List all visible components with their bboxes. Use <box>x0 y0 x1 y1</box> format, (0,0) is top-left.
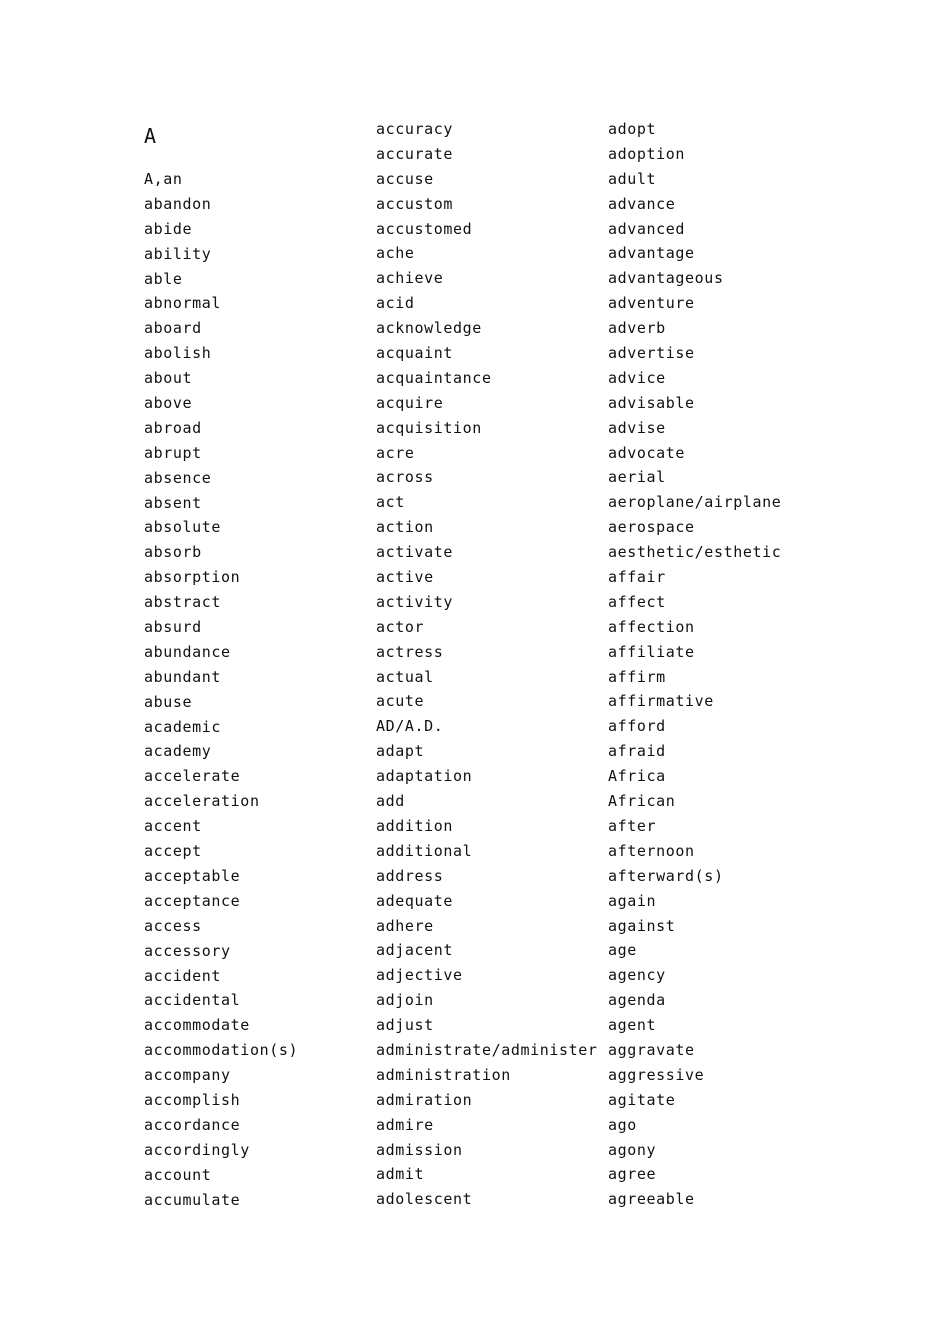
vocabulary-word: ago <box>608 1115 637 1134</box>
vocabulary-word: accommodate <box>144 1016 250 1035</box>
vocabulary-word: admiration <box>376 1090 473 1109</box>
vocabulary-word: adopt <box>608 120 657 138</box>
vocabulary-word: abandon <box>144 194 212 213</box>
vocabulary-word: add <box>376 792 405 811</box>
vocabulary-word: aggressive <box>608 1065 705 1084</box>
vocabulary-word: aerospace <box>608 518 695 537</box>
vocabulary-word: advantage <box>608 244 695 263</box>
vocabulary-word: administration <box>376 1065 511 1084</box>
vocabulary-word: access <box>144 916 202 935</box>
vocabulary-word: accustom <box>376 194 454 213</box>
vocabulary-word: acid <box>376 294 415 313</box>
vocabulary-word: adjacent <box>376 941 454 960</box>
vocabulary-word: acquaint <box>376 344 454 363</box>
vocabulary-word: addition <box>376 816 454 835</box>
vocabulary-word: able <box>144 269 183 288</box>
vocabulary-word: abundant <box>144 667 222 686</box>
vocabulary-word: accomplish <box>144 1090 241 1109</box>
vocabulary-word: absorption <box>144 568 241 587</box>
vocabulary-word: achieve <box>376 269 444 288</box>
vocabulary-word: adequate <box>376 891 454 910</box>
vocabulary-word: advisable <box>608 393 695 412</box>
vocabulary-word: above <box>144 394 193 413</box>
vocabulary-word: affection <box>608 617 695 636</box>
vocabulary-word: agitate <box>608 1090 676 1109</box>
vocabulary-word: admission <box>376 1140 463 1159</box>
vocabulary-word: accommodation(s) <box>144 1041 299 1060</box>
vocabulary-word: accessory <box>144 941 231 960</box>
vocabulary-word: adjust <box>376 1016 434 1035</box>
vocabulary-word: abuse <box>144 692 193 711</box>
vocabulary-word: account <box>144 1165 212 1184</box>
vocabulary-word: absence <box>144 468 212 487</box>
vocabulary-word: acquisition <box>376 418 482 437</box>
vocabulary-word: advice <box>608 368 666 387</box>
vocabulary-word: affirm <box>608 667 666 686</box>
vocabulary-word: admit <box>376 1165 425 1184</box>
vocabulary-word: advise <box>608 418 666 437</box>
vocabulary-word: accustomed <box>376 219 473 238</box>
vocabulary-word: afterward(s) <box>608 866 724 885</box>
vocabulary-word: absorb <box>144 543 202 562</box>
vocabulary-word: advanced <box>608 219 686 238</box>
vocabulary-word: advantageous <box>608 269 724 288</box>
vocabulary-word: aerial <box>608 468 666 487</box>
vocabulary-word: affirmative <box>608 692 714 711</box>
vocabulary-word: abroad <box>144 418 202 437</box>
vocabulary-word: A,an <box>144 170 183 188</box>
word-column-1 <box>144 170 298 1215</box>
vocabulary-word: adolescent <box>376 1190 473 1209</box>
vocabulary-word: aesthetic/esthetic <box>608 543 782 562</box>
vocabulary-word: agency <box>608 966 666 985</box>
vocabulary-word: abundance <box>144 642 231 661</box>
vocabulary-word: accordance <box>144 1115 241 1134</box>
vocabulary-word: acute <box>376 692 425 711</box>
vocabulary-word: adventure <box>608 294 695 313</box>
vocabulary-word: agony <box>608 1140 657 1159</box>
vocabulary-word: advance <box>608 194 676 213</box>
vocabulary-word: acceleration <box>144 792 260 811</box>
vocabulary-word: accident <box>144 966 222 985</box>
vocabulary-word: accept <box>144 842 202 861</box>
vocabulary-word: adapt <box>376 742 425 761</box>
vocabulary-word: ache <box>376 244 415 263</box>
vocabulary-word: actress <box>376 642 444 661</box>
vocabulary-word: again <box>608 891 657 910</box>
vocabulary-word: absurd <box>144 618 202 637</box>
vocabulary-word: abrupt <box>144 443 202 462</box>
word-column-3 <box>608 120 781 1215</box>
vocabulary-word: Africa <box>608 767 666 786</box>
vocabulary-word: activity <box>376 592 454 611</box>
vocabulary-word: agreeable <box>608 1190 695 1209</box>
vocabulary-word: abstract <box>144 593 222 612</box>
vocabulary-word: acquire <box>376 393 444 412</box>
vocabulary-word: adult <box>608 169 657 188</box>
vocabulary-word: across <box>376 468 434 487</box>
vocabulary-word: acquaintance <box>376 368 492 387</box>
vocabulary-word: act <box>376 493 405 512</box>
vocabulary-word: active <box>376 568 434 587</box>
vocabulary-word: agree <box>608 1165 657 1184</box>
vocabulary-word: affiliate <box>608 642 695 661</box>
vocabulary-word: accompany <box>144 1066 231 1085</box>
vocabulary-word: accuse <box>376 169 434 188</box>
vocabulary-word: AD/A.D. <box>376 717 444 736</box>
vocabulary-word: age <box>608 941 637 960</box>
vocabulary-word: aeroplane/airplane <box>608 493 782 512</box>
word-column-2 <box>376 120 598 1215</box>
vocabulary-word: affect <box>608 592 666 611</box>
vocabulary-word: acceptable <box>144 866 241 885</box>
vocabulary-word: agent <box>608 1016 657 1035</box>
vocabulary-word: activate <box>376 543 454 562</box>
vocabulary-word: absent <box>144 493 202 512</box>
vocabulary-word: absolute <box>144 518 222 537</box>
vocabulary-word: accuracy <box>376 120 454 138</box>
vocabulary-word: abolish <box>144 344 212 363</box>
vocabulary-word: African <box>608 792 676 811</box>
vocabulary-word: ability <box>144 244 212 263</box>
vocabulary-word: aggravate <box>608 1040 695 1059</box>
vocabulary-word: address <box>376 866 444 885</box>
vocabulary-word: advertise <box>608 344 695 363</box>
vocabulary-word: academy <box>144 742 212 761</box>
vocabulary-word: action <box>376 518 434 537</box>
vocabulary-word: accordingly <box>144 1140 250 1159</box>
vocabulary-word: acceptance <box>144 891 241 910</box>
vocabulary-word: abnormal <box>144 294 222 313</box>
vocabulary-word: adhere <box>376 916 434 935</box>
vocabulary-word: accent <box>144 817 202 836</box>
vocabulary-word: adoption <box>608 144 686 163</box>
vocabulary-word: accumulate <box>144 1190 241 1209</box>
vocabulary-word: accurate <box>376 144 454 163</box>
vocabulary-word: acre <box>376 443 415 462</box>
vocabulary-word: afford <box>608 717 666 736</box>
vocabulary-word: agenda <box>608 991 666 1010</box>
vocabulary-word: about <box>144 369 193 388</box>
vocabulary-word: adjoin <box>376 991 434 1010</box>
vocabulary-word: aboard <box>144 319 202 338</box>
vocabulary-word: accidental <box>144 991 241 1010</box>
vocabulary-word: after <box>608 816 657 835</box>
vocabulary-word: actor <box>376 617 425 636</box>
vocabulary-word: adaptation <box>376 767 473 786</box>
vocabulary-word: academic <box>144 717 222 736</box>
vocabulary-word: abide <box>144 219 193 238</box>
vocabulary-word: acknowledge <box>376 319 482 338</box>
vocabulary-word: adjective <box>376 966 463 985</box>
vocabulary-word: additional <box>376 841 473 860</box>
vocabulary-word: affair <box>608 568 666 587</box>
vocabulary-word: advocate <box>608 443 686 462</box>
vocabulary-word: actual <box>376 667 434 686</box>
vocabulary-word: administrate/administer <box>376 1040 598 1059</box>
section-heading: A <box>144 124 157 148</box>
vocabulary-word: admire <box>376 1115 434 1134</box>
vocabulary-word: accelerate <box>144 767 241 786</box>
vocabulary-word: afternoon <box>608 841 695 860</box>
vocabulary-word: afraid <box>608 742 666 761</box>
vocabulary-word: adverb <box>608 319 666 338</box>
vocabulary-word: against <box>608 916 676 935</box>
